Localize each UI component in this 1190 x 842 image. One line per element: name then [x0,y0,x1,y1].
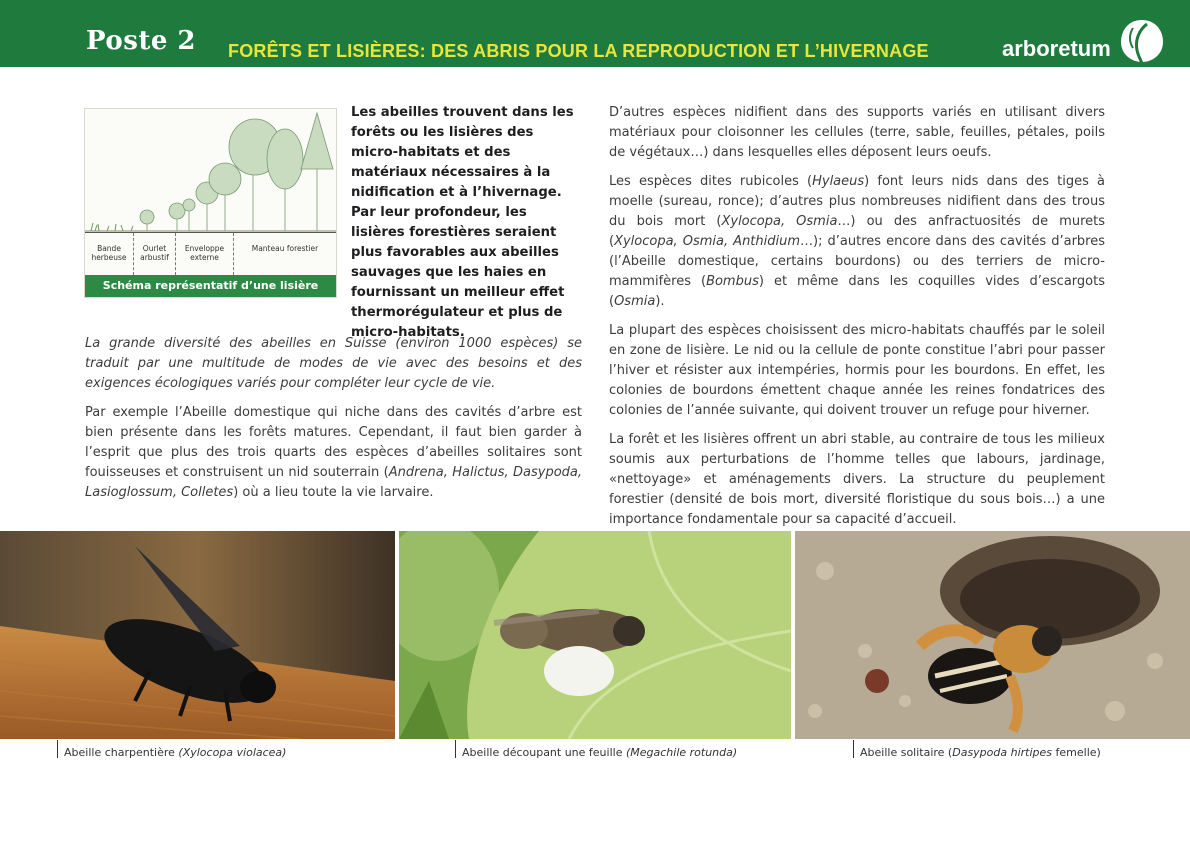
text-run: ). [655,294,665,309]
lisiere-drawing [85,109,336,234]
species-name: (Megachile rotunda) [625,746,738,759]
page-title: FORÊTS ET LISIÈRES: DES ABRIS POUR LA REPRODUCTION ET L’HIVERNAGE [228,41,929,61]
lisiere-schema [84,108,337,298]
text-run: …) ou des anfractuosités de murets ( [609,214,1105,249]
paragraph [85,334,582,394]
arboretum-leaf-logo [1119,16,1165,68]
text-run: Abeille découpant une feuille [462,746,626,759]
paragraph [609,172,1105,312]
species-name: Xylocopa, Osmia, Anthidium [614,234,801,249]
species-name: Bombus [706,274,759,289]
text-run: Abeille charpentière [64,746,179,759]
photo-leafcutter-bee [399,531,791,739]
text-run: ) font leurs nids dans des tiges à moelle (sureau, ronce); d’autres plus nombreuses nidifient dans des trous du bois mort ( [609,174,1105,229]
intro-text: Les abeilles trouvent dans les forêts ou les lisières des micro-habitats et des matériaux nécessaires à la nidification et à l’hivernage. Par leur profondeur, les lisières forestières seraient plus favorables aux abeilles sauvages que les haies en fournissant un meilleur effet thermorégulateur et plus de micro-habitats. [351,105,574,340]
italic-paragraph: La grande diversité des abeilles en Suisse (environ 1000 espèces) se traduit par une multitude de modes de vie avec des besoins et des exigences écologiques variés pour compléter leur cycle de vie. [85,336,582,391]
photo-caption [853,740,1101,758]
species-name: Xylocopa, Osmia [721,214,838,229]
paragraph: La forêt et les lisières offrent un abri stable, au contraire de tous les milieux soumis aux perturbations de l’homme telles que labours, jardinage, «nettoyage» et aménagements divers. La structure du peuplement forestier (densité de bois mort, diversité floristique du sous bois…) a une importance fondamentale pour sa capacité d’accueil. [609,432,1105,527]
text-run: ) où a lieu toute la vie larvaire. [233,485,434,500]
paragraph: La plupart des espèces choisissent des micro-habitats chauffés par le soleil en zone de lisière. Le nid ou la cellule de ponte constitue l’abri pour passer l’hiver et résister aux intempéries, hormis pour les bourdons. En effet, les colonies de bourdons émettent chaque année les reines fondatrices des colonies de l’année suivante, qui doivent trouver un refuge pour hiverner. [609,323,1105,418]
text-run: femelle) [1052,746,1101,759]
zone-label: Manteau forestier [233,233,336,275]
header-band [0,0,1190,67]
text-run: ) et même dans les coquilles vides d’escargots ( [609,274,1105,309]
text-run: …); d’autres encore dans des cavités d’arbres (l’Abeille domestique, certains bourdons) ou des terriers de micro-mammifères ( [609,234,1106,289]
paragraph [85,403,582,503]
zone-label: Ourlet arbustif [133,233,175,275]
text-run: Les espèces dites rubicoles ( [609,174,813,189]
species-name: Hylaeus [812,174,865,189]
photo-caption [455,740,737,758]
poste-label: Poste 2 [86,26,197,56]
schema-zones [85,232,336,275]
species-name: Osmia [614,294,656,309]
photo-caption [57,740,286,758]
brand-name: arboretum [1002,36,1111,61]
photo-carpenter-bee [0,531,395,739]
right-column [609,103,1105,539]
species-names: Andrena, Halictus, Dasypoda, Lasioglossum, Colletes [85,465,582,500]
left-column [85,334,582,512]
species-name: (Xylocopa violacea) [178,746,287,759]
zone-label: Bande herbeuse [91,244,127,262]
photo-dasypoda-bee [795,531,1190,739]
text-run: Abeille solitaire ( [860,746,953,759]
species-name: Dasypoda hirtipes [952,746,1053,759]
zone-label: Enveloppe externe [175,233,233,275]
schema-caption: Schéma représentatif d’une lisière [85,275,336,297]
text-run: Par exemple l’Abeille domestique qui niche dans des cavités d’arbre est bien présente dans les forêts matures. Cependant, il faut bien garder à l’esprit que plus des trois quarts des espèces d’abeilles solitaires sont fouisseuses et construisent un nid souterrain ( [85,405,582,480]
paragraph: D’autres espèces nidifient dans des supports variés en utilisant divers matériaux pour cloisonner les cellules (terre, sable, feuilles, pétales, poils de végétaux…) dans lesquelles elles déposent leurs oeufs. [609,105,1105,160]
